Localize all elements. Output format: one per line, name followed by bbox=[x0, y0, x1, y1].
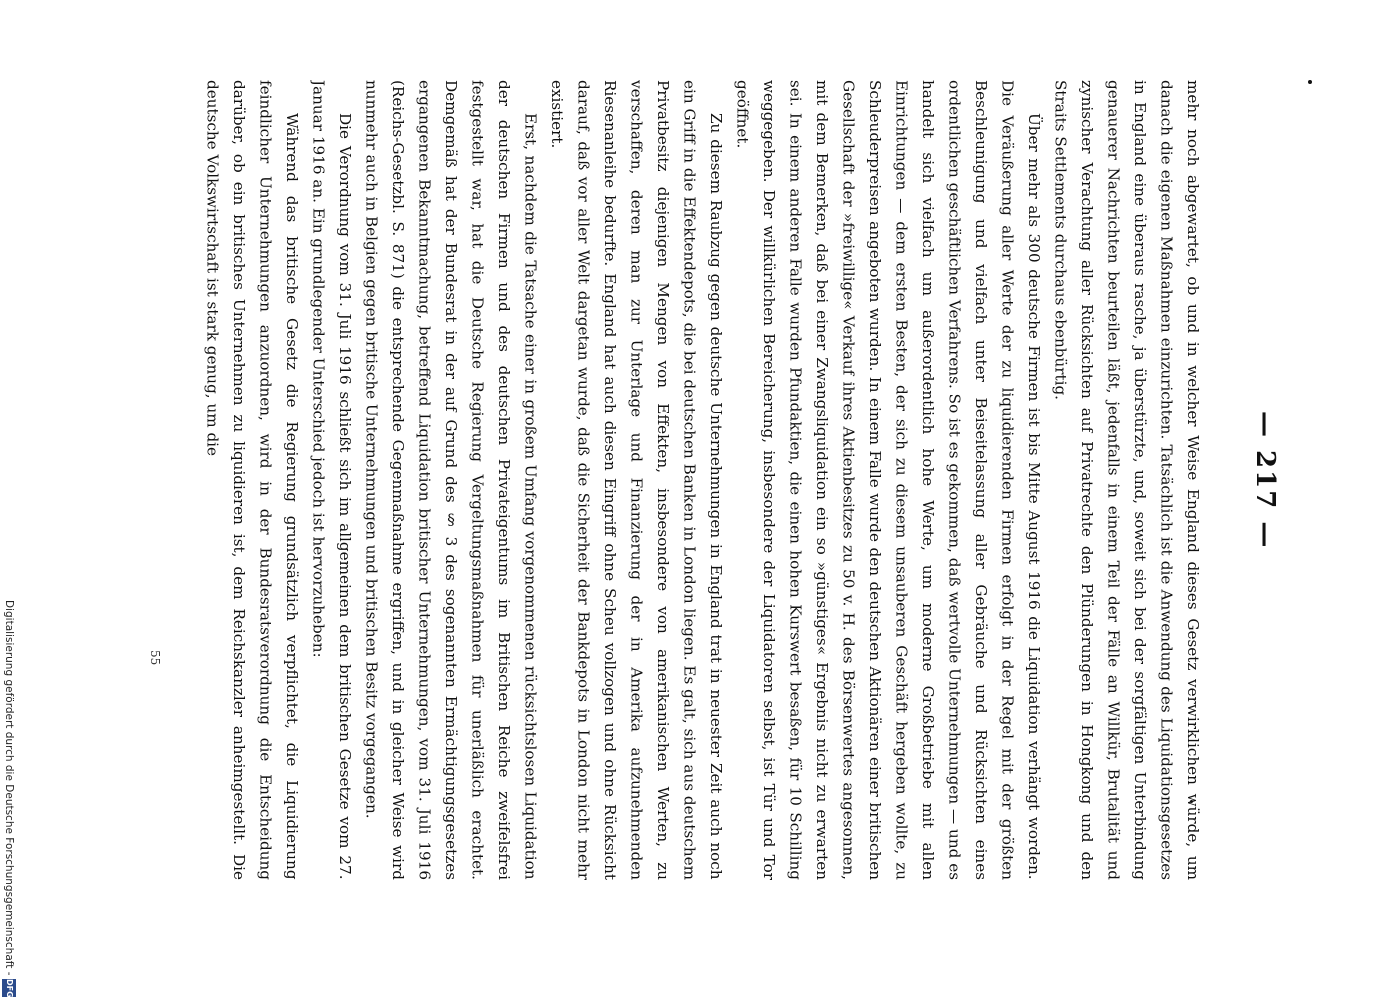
paragraph: Während das britische Gesetz die Regierung grundsätzlich verpflichtet, die Liquidierung feindlicher Unternehmungen anzuordnen, wird in der Bundesratsverordnung die Entscheidung darüber, ob ein britisches Unternehmen zu liquidieren ist, dem Reichskanzler anheimgestellt. Die deutsche Volkswirtschaft ist stark genug, um die bbox=[203, 80, 301, 880]
scan-speck bbox=[1308, 80, 1312, 84]
paragraph: Zu diesem Raubzug gegen deutsche Unternehmungen in England trat in neuester Zeit auch noch ein Griff in die Effektendepots, die bei deutschen Banken in London liegen. Es galt, sich aus deutschem Privatbesitz diejenigen Mengen von Effekten, insbesondere von amerikanischen Werten, zu verschaffen, deren man zur Unterlage und Finanzierung der in Amerika aufzunehmenden Riesenanleihe bedurfte. England hat auch diesen Eingriff ohne Scheu vollzogen und ohne Rücksicht darauf, daß vor aller Welt dargetan wurde, daß die Sicherheit der Bankdepots in London nicht mehr existiert. bbox=[548, 80, 725, 880]
paragraph: Über mehr als 300 deutsche Firmen ist bis Mitte August 1916 die Liquidation verhängt worden. Die Veräußerung aller Werte der zu liquidierenden Firmen erfolgt in der Regel mit der größten Beschleunigung und vielfach unter Beiseitelassung aller Gebräuche und Rücksichten eines ordentlichen geschäftlichen Verfahrens. So ist es gekommen, daß wertvolle Unternehmungen — und es handelt sich vielfach um außerordentlich hohe Werte, um moderne Großbetriebe mit allen Einrichtungen — dem ersten Besten, der sich zu diesem unsauberen Geschäft hergeben wollte, zu Schleuderpreisen angeboten wurden. In einem Falle wurde den deutschen Aktionären einer britischen Gesellschaft der »freiwillige« Verkauf ihres Aktienbesitzes zu 50 v. H. des Börsenwertes angesonnen, mit dem Bemerken, daß bei einer Zwangsliquidation ein so »günstiges« Ergebnis nicht zu erwarten sei. In einem anderen Falle wurden Pfundaktien, die einen hohen Kurswert besaßen, für 10 Schilling weggegeben. Der willkürlichen Bereicherung, insbesondere der Liquidatoren selbst, ist Tür und Tor geöffnet. bbox=[733, 80, 1043, 880]
digitization-credit-text: Digitalisierung gefördert durch die Deutsche Forschungsgemeinschaft - bbox=[3, 600, 15, 976]
page-number: 55 bbox=[148, 650, 162, 666]
digitization-credit bbox=[0, 600, 18, 998]
body-text bbox=[199, 80, 1206, 880]
paragraph: mehr noch abgewartet, ob und in welcher Weise England dieses Gesetz verwirklichen würde, um danach die eigenen Maßnahmen einzurichten. Tatsächlich ist die Anwendung des Liquidationsgesetzes in England eine überaus rasche, ja überstürzte, und, soweit sich bei der sorgfältigen Unterbindung genauerer Nachrichten beurteilen läßt, jedenfalls in einem Teil der Fälle an Willkür, Brutalität und zynischer Verachtung aller Rücksichten auf Privatrechte den Plünderungen in Hongkong und den Straits Settlements durchaus ebenbürtig. bbox=[1051, 80, 1202, 880]
paragraph: Die Verordnung vom 31. Juli 1916 schließt sich im allgemeinen dem britischen Gesetze vom 27. Januar 1916 an. Ein grundlegender Unterschied jedoch ist hervorzuheben: bbox=[309, 80, 354, 880]
rotated-page-content bbox=[120, 80, 1280, 880]
dfg-logo: DFG bbox=[2, 979, 16, 998]
paragraph: Erst, nachdem die Tatsache einer in großem Umfang vorgenommenen rücksichtslosen Liquidation der deutschen Firmen und des deutschen Privateigentums im Britischen Reiche zweifelsfrei festgestellt war, hat die Deutsche Regierung Vergeltungsmaßnahmen für unerläßlich erachtet. Demgemäß hat der Bundesrat in der auf Grund des § 3 des sogenannten Ermächtigungsgesetzes ergangenen Bekanntmachung, betreffend Liquidation britischer Unternehmungen, vom 31. Juli 1916 (Reichs-Gesetzbl. S. 871) die entsprechende Gegenmaßnahme ergriffen, und in gleicher Weise wird nunmehr auch in Belgien gegen britische Unternehmungen und britischen Besitz vorgegangen. bbox=[362, 80, 540, 880]
page-header: — 217 — bbox=[1250, 410, 1280, 550]
